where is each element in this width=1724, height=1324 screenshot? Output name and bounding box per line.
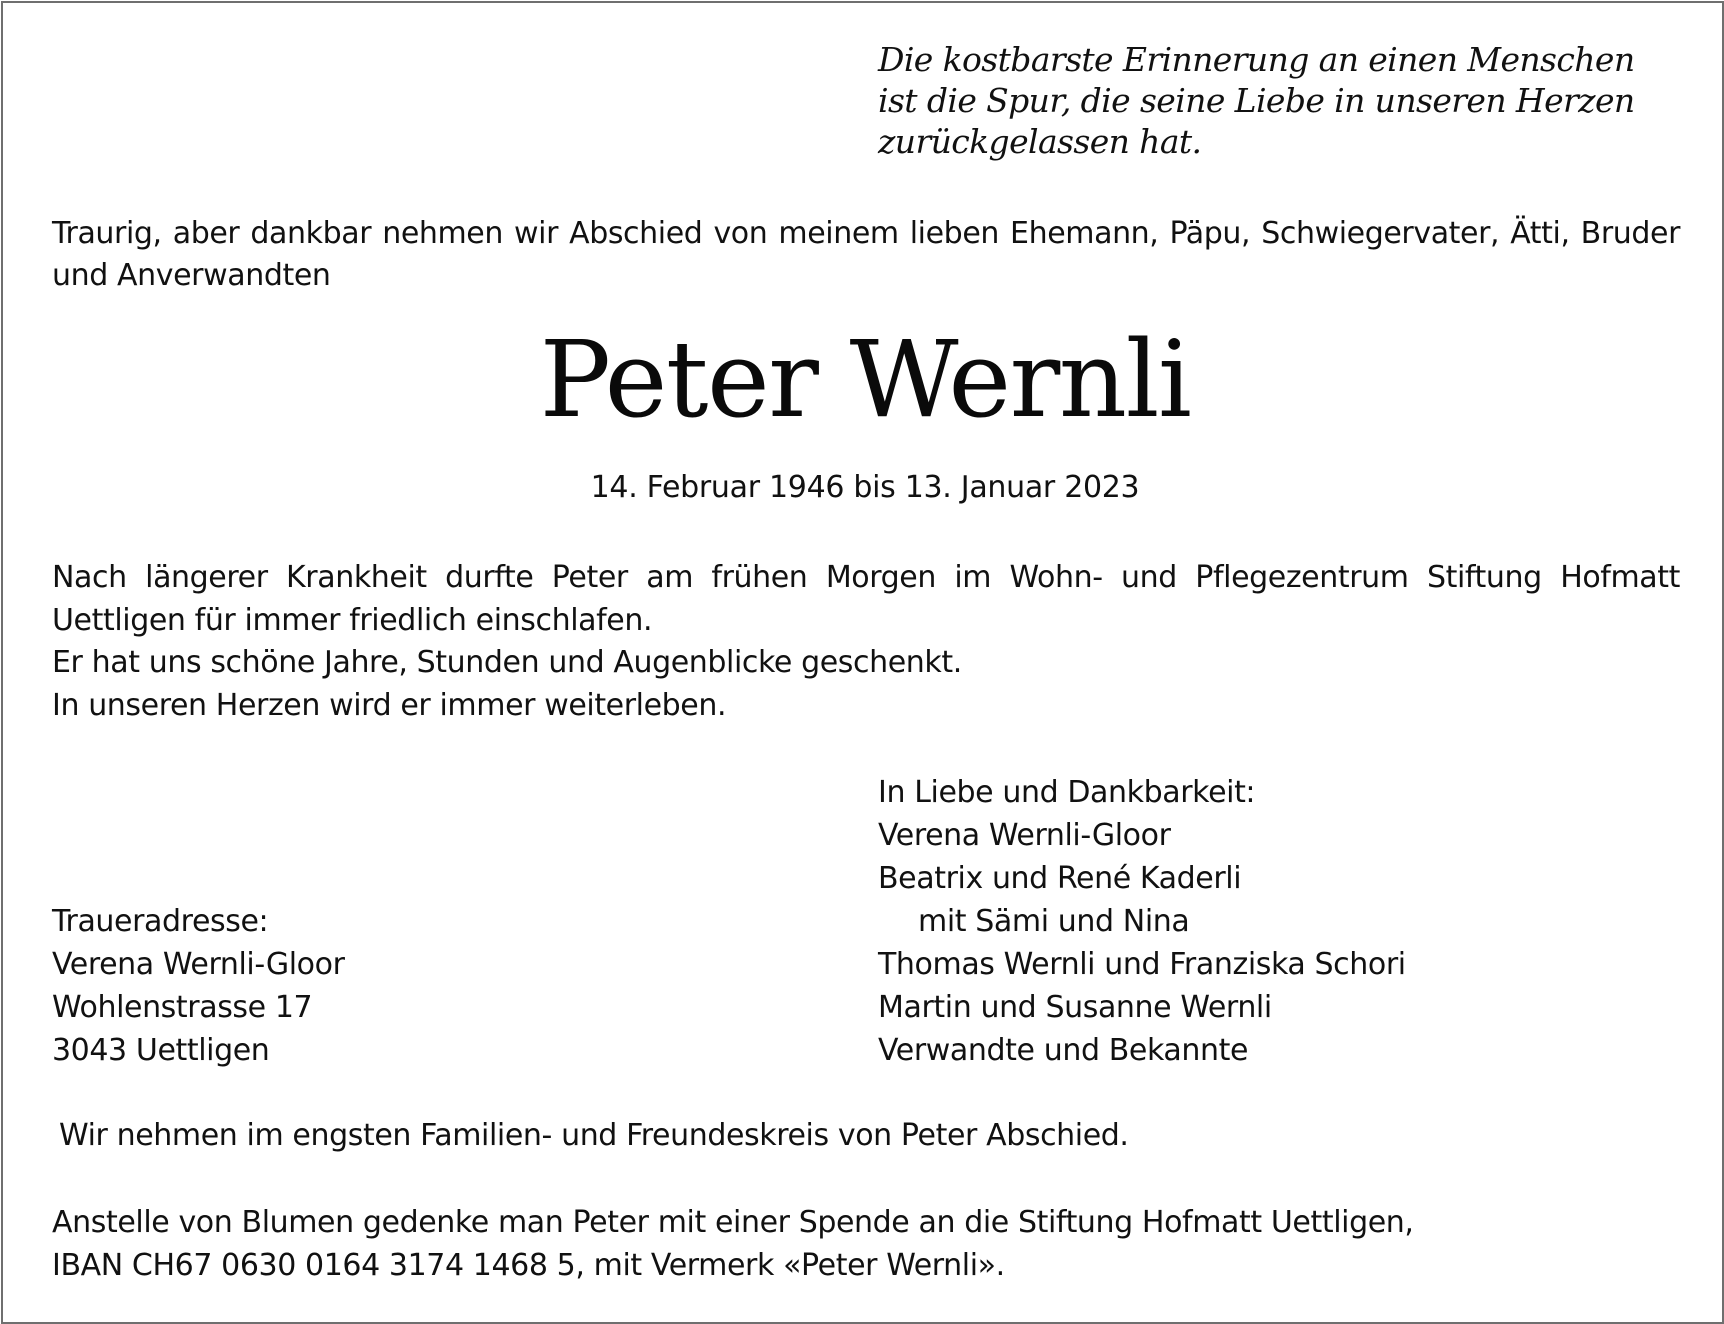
mourner-name: Beatrix und René Kaderli <box>878 861 1242 896</box>
obituary-frame <box>1 1 1724 1324</box>
life-dates: 14. Februar 1946 bis 13. Januar 2023 <box>590 470 1140 505</box>
motto-line: ist die Spur, die seine Liebe in unseren Herzen <box>878 81 1635 120</box>
message-paragraph: Nach längerer Krankheit durfte Peter am frühen Morgen im Wohn- und Pflegezentrum Stiftung Hofmatt Uettligen für immer friedlich einschlafen. <box>52 560 1680 638</box>
motto-line: Die kostbarste Erinnerung an einen Menschen <box>878 40 1635 79</box>
donation-line: Anstelle von Blumen gedenke man Peter mit einer Spende an die Stiftung Hofmatt Uettligen, <box>52 1205 1414 1240</box>
message-line: In unseren Herzen wird er immer weiterleben. <box>52 687 727 723</box>
mourner-name: Martin und Susanne Wernli <box>878 990 1272 1025</box>
donation-iban-line: IBAN CH67 0630 0164 3174 1468 5, mit Vermerk «Peter Wernli». <box>52 1248 1005 1283</box>
message-block <box>52 557 1680 727</box>
intro-text: Traurig, aber dankbar nehmen wir Abschied von meinem lieben Ehemann, Päpu, Schwiegervater, Ätti, Bruder und Anverwandten <box>52 216 1680 293</box>
mourner-name: Verwandte und Bekannte <box>878 1033 1249 1068</box>
motto-quote <box>878 39 1635 162</box>
message-line: Er hat uns schöne Jahre, Stunden und Augenblicke geschenkt. <box>52 645 962 680</box>
donation-note <box>52 1201 1414 1287</box>
address-label: Traueradresse: <box>52 904 269 939</box>
mourner-name: mit Sämi und Nina <box>918 904 1190 939</box>
address-name: Verena Wernli-Gloor <box>52 947 345 982</box>
address-city: 3043 Uettligen <box>52 1033 270 1068</box>
mourning-address <box>52 900 345 1072</box>
motto-line: zurückgelassen hat. <box>878 122 1202 161</box>
mourners-heading: In Liebe und Dankbarkeit: <box>878 775 1256 810</box>
mourners-list <box>878 771 1406 1072</box>
mourner-name: Verena Wernli-Gloor <box>878 818 1171 853</box>
address-street: Wohlenstrasse 17 <box>52 990 313 1025</box>
farewell-note: Wir nehmen im engsten Familien- und Freundeskreis von Peter Abschied. <box>59 1118 1129 1153</box>
deceased-name: Peter Wernli <box>539 318 1191 441</box>
mourner-name: Thomas Wernli und Franziska Schori <box>878 947 1406 982</box>
